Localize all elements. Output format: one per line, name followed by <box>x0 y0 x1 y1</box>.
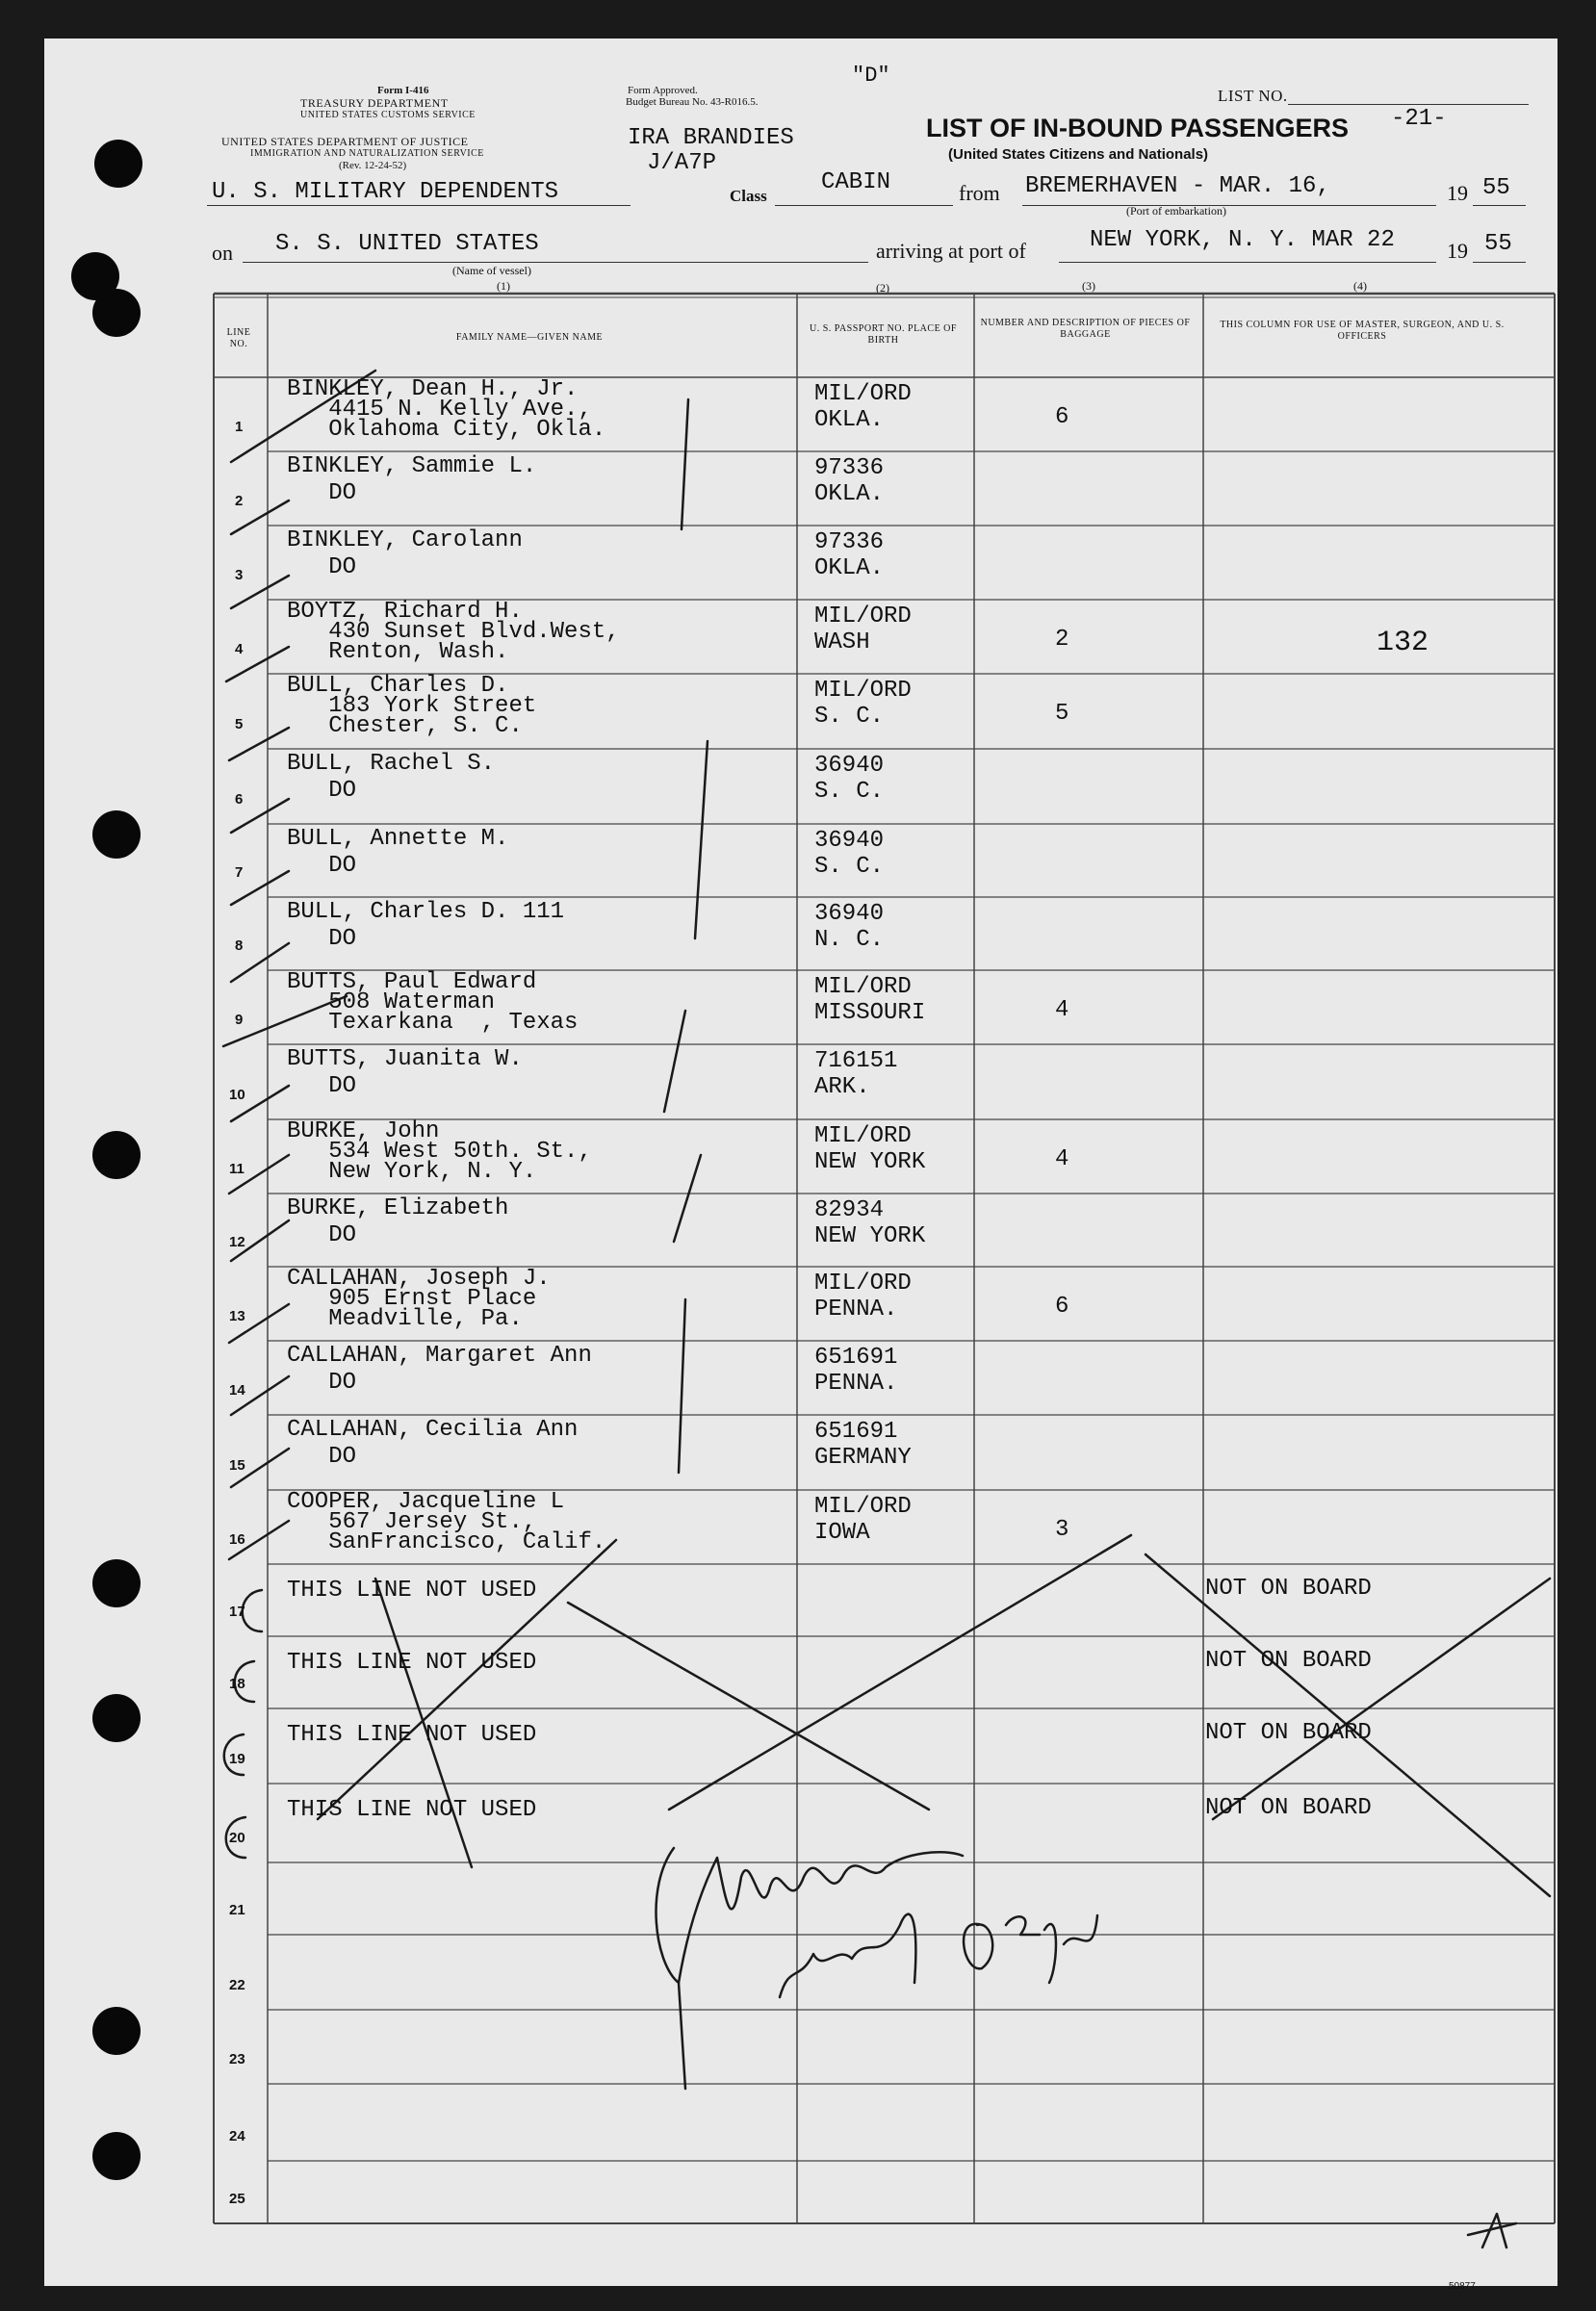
line-number: 10 <box>229 1087 245 1103</box>
punch-hole <box>92 810 141 859</box>
passport-birthplace: MIL/ORD IOWA <box>814 1494 912 1546</box>
vessel-label: (Name of vessel) <box>452 264 531 277</box>
col4-num: (4) <box>1353 279 1367 293</box>
officer-note: NOT ON BOARD <box>1205 1795 1372 1821</box>
line-number: 18 <box>229 1676 245 1692</box>
line-number: 17 <box>229 1604 245 1620</box>
passport-birthplace: MIL/ORD S. C. <box>814 678 912 730</box>
passport-birthplace: 651691 GERMANY <box>814 1419 912 1471</box>
line-number: 16 <box>229 1531 245 1548</box>
line-number: 13 <box>229 1308 245 1324</box>
passenger-name: BULL, Annette M. DO <box>287 826 509 879</box>
list-no-value: -21- <box>1391 106 1447 132</box>
baggage-count: 5 <box>1055 701 1069 727</box>
line-number: 15 <box>229 1457 245 1474</box>
line-number: 19 <box>229 1751 245 1767</box>
col3-num: (3) <box>1082 279 1095 293</box>
year-prefix-2: 19 <box>1447 239 1468 263</box>
form-approved: Form Approved. <box>628 85 698 96</box>
line-number: 5 <box>235 716 244 732</box>
punch-hole <box>92 1131 141 1179</box>
line-number: 7 <box>235 864 244 881</box>
officer-note: NOT ON BOARD <box>1205 1720 1372 1746</box>
passenger-name: BURKE, John 534 West 50th. St., New York, N. Y. <box>287 1118 592 1185</box>
passenger-name: BUTTS, Juanita W. DO <box>287 1046 523 1099</box>
line-number: 9 <box>235 1012 244 1028</box>
typed-office-code: J/A7P <box>647 150 717 176</box>
justice-dept: UNITED STATES DEPARTMENT OF JUSTICE <box>221 135 469 148</box>
line-number: 21 <box>229 1902 245 1918</box>
col-header-baggage: NUMBER AND DESCRIPTION OF PIECES OF BAGGAGE <box>980 318 1191 340</box>
passenger-name: BINKLEY, Dean H., Jr. 4415 N. Kelly Ave., Oklahoma City, Okla. <box>287 376 606 443</box>
rev-date: (Rev. 12-24-52) <box>339 160 407 171</box>
baggage-count: 4 <box>1055 1146 1069 1172</box>
punch-hole <box>92 1694 141 1742</box>
military-dependents: U. S. MILITARY DEPENDENTS <box>212 179 559 205</box>
passenger-name: THIS LINE NOT USED <box>287 1650 537 1676</box>
print-code: 50877 <box>1449 2281 1476 2292</box>
passenger-name: CALLAHAN, Cecilia Ann DO <box>287 1417 579 1470</box>
on-label: on <box>212 241 233 265</box>
list-letter: "D" <box>852 64 890 88</box>
line-number: 1 <box>235 419 244 435</box>
passenger-name: BINKLEY, Carolann DO <box>287 527 523 580</box>
line-number: 24 <box>229 2128 245 2144</box>
passport-birthplace: 36940 N. C. <box>814 901 885 953</box>
passenger-name: BURKE, Elizabeth DO <box>287 1195 509 1248</box>
passenger-name: THIS LINE NOT USED <box>287 1722 537 1748</box>
col2-num: (2) <box>876 281 889 295</box>
budget-bureau: Budget Bureau No. 43-R016.5. <box>626 96 759 108</box>
passport-birthplace: MIL/ORD OKLA. <box>814 381 912 433</box>
passenger-name: CALLAHAN, Joseph J. 905 Ernst Place Meadville, Pa. <box>287 1266 551 1332</box>
document-subtitle: (United States Citizens and Nationals) <box>948 146 1209 163</box>
col-header-line-no: LINE NO. <box>226 327 251 349</box>
class-value: CABIN <box>821 169 891 195</box>
line-number: 23 <box>229 2051 245 2067</box>
baggage-count: 6 <box>1055 1294 1069 1320</box>
passport-birthplace: MIL/ORD NEW YORK <box>814 1123 926 1175</box>
arrival-value: NEW YORK, N. Y. MAR 22 <box>1090 227 1395 253</box>
line-number: 20 <box>229 1830 245 1846</box>
ins-service: IMMIGRATION AND NATURALIZATION SERVICE <box>250 148 484 159</box>
officer-note: 132 <box>1377 627 1429 659</box>
passenger-name: BUTTS, Paul Edward 508 Waterman Texarkana , Texas <box>287 969 579 1036</box>
passenger-name: BULL, Rachel S. DO <box>287 751 496 804</box>
treasury-dept: TREASURY DEPARTMENT <box>300 96 449 110</box>
arriving-label: arriving at port of <box>876 239 1026 263</box>
passenger-name: BOYTZ, Richard H. 430 Sunset Blvd.West, Renton, Wash. <box>287 599 620 665</box>
officer-note: NOT ON BOARD <box>1205 1576 1372 1602</box>
passenger-name: THIS LINE NOT USED <box>287 1578 537 1604</box>
passport-birthplace: 716151 ARK. <box>814 1048 898 1100</box>
customs-service: UNITED STATES CUSTOMS SERVICE <box>300 110 476 120</box>
year-prefix: 19 <box>1447 181 1468 205</box>
line-number: 6 <box>235 791 244 808</box>
punch-hole <box>94 140 142 188</box>
line-number: 2 <box>235 493 244 509</box>
baggage-count: 2 <box>1055 627 1069 653</box>
line-number: 3 <box>235 567 244 583</box>
form-number: Form I-416 <box>377 85 429 96</box>
class-label: Class <box>730 187 767 205</box>
passport-birthplace: MIL/ORD MISSOURI <box>814 974 926 1026</box>
manifest-sheet <box>44 39 1557 2286</box>
document-title: LIST OF IN-BOUND PASSENGERS <box>926 114 1350 142</box>
from-label: from <box>959 181 1000 205</box>
passenger-name: BULL, Charles D. 111 DO <box>287 899 565 952</box>
passport-birthplace: MIL/ORD WASH <box>814 603 912 655</box>
baggage-count: 4 <box>1055 997 1069 1023</box>
from-value: BREMERHAVEN - MAR. 16, <box>1025 173 1330 199</box>
vessel-name: S. S. UNITED STATES <box>275 231 539 257</box>
col-header-name: FAMILY NAME—GIVEN NAME <box>455 332 604 343</box>
list-no-label: LIST NO. <box>1218 87 1288 105</box>
punch-hole <box>92 1559 141 1607</box>
line-number: 4 <box>235 641 244 657</box>
passport-birthplace: 36940 S. C. <box>814 828 885 880</box>
year-value: 55 <box>1482 175 1510 201</box>
passport-birthplace: 97336 OKLA. <box>814 455 885 507</box>
port-embark-label: (Port of embarkation) <box>1126 204 1226 218</box>
line-number: 22 <box>229 1977 245 1993</box>
punch-hole <box>92 2132 141 2180</box>
line-number: 8 <box>235 937 244 954</box>
baggage-count: 6 <box>1055 404 1069 430</box>
punch-hole <box>92 289 141 337</box>
passenger-name: THIS LINE NOT USED <box>287 1797 537 1823</box>
passenger-name: CALLAHAN, Margaret Ann DO <box>287 1343 592 1396</box>
col-header-passport: U. S. PASSPORT NO. PLACE OF BIRTH <box>810 323 957 346</box>
line-number: 25 <box>229 2191 245 2207</box>
passport-birthplace: 82934 NEW YORK <box>814 1197 926 1249</box>
line-number: 12 <box>229 1234 245 1250</box>
passenger-name: BULL, Charles D. 183 York Street Chester, S. C. <box>287 673 537 739</box>
punch-hole <box>92 2007 141 2055</box>
line-number: 14 <box>229 1382 245 1399</box>
baggage-count: 3 <box>1055 1517 1069 1543</box>
col1-num: (1) <box>497 279 510 293</box>
passenger-name: BINKLEY, Sammie L. DO <box>287 453 537 506</box>
officer-note: NOT ON BOARD <box>1205 1648 1372 1674</box>
passport-birthplace: 97336 OKLA. <box>814 529 885 581</box>
line-number: 11 <box>229 1161 245 1177</box>
passport-birthplace: 36940 S. C. <box>814 753 885 805</box>
typed-office: IRA BRANDIES <box>628 125 794 151</box>
year-value-2: 55 <box>1484 231 1512 257</box>
col-header-officers: THIS COLUMN FOR USE OF MASTER, SURGEON, AND U. S. OFFICERS <box>1220 320 1505 342</box>
passenger-name: COOPER, Jacqueline L 567 Jersey St., SanFrancisco, Calif. <box>287 1489 606 1555</box>
passport-birthplace: 651691 PENNA. <box>814 1345 898 1397</box>
passport-birthplace: MIL/ORD PENNA. <box>814 1271 912 1322</box>
